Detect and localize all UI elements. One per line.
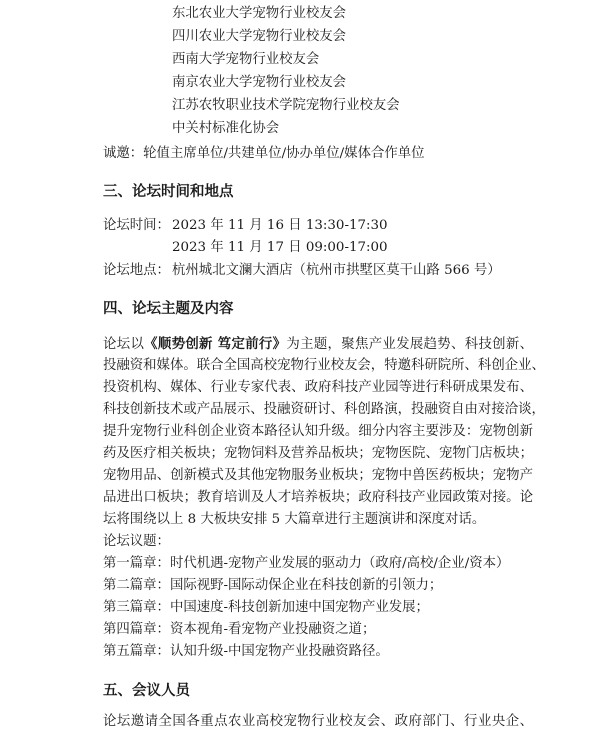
time-1: 2023 年 11 月 16 日 13:30-17:30 (172, 218, 388, 233)
paragraph-line: 药及医疗相关板块；宠物饲料及营养品板块；宠物医院、宠物门店板块； (103, 446, 533, 461)
paragraph-line: 坛将围绕以上 8 大板块安排 5 大篇章进行主题演讲和深度对话。 (103, 512, 486, 527)
place-value: 杭州城北文澜大酒店（杭州市拱墅区莫干山路 566 号） (172, 263, 501, 278)
organizer-item: 东北农业大学宠物行业校友会 (172, 6, 347, 21)
organizer-item: 中关村标准化协会 (172, 121, 280, 136)
organizer-item: 南京农业大学宠物行业校友会 (172, 75, 347, 90)
agenda-item: 第五篇章：认知升级-中国宠物产业投融资路径。 (103, 644, 389, 659)
invite-line: 诚邀：轮值主席单位/共建单位/协办单位/媒体合作单位 (103, 146, 425, 161)
agenda-label: 论坛议题： (103, 534, 170, 549)
agenda-item: 第二篇章：国际视野-国际动保企业在科技创新的引领力； (103, 578, 443, 593)
paragraph-line: 投融资和媒体。联合全国高校宠物行业校友会，特邀科研院所、科创企业、 (103, 358, 545, 373)
organizer-item: 四川农业大学宠物行业校友会 (172, 29, 347, 44)
p-suffix: 为主题，聚焦产业发展趋势、科技创新、 (286, 337, 534, 352)
section-5-title: 五、会议人员 (103, 683, 190, 699)
paragraph-line: 科技创新技术或产品展示、投融资研讨、科创路演，投融资自由对接洽谈， (103, 402, 545, 417)
section-4-title: 四、论坛主题及内容 (103, 301, 234, 317)
paragraph-line: 宠物用品、创新模式及其他宠物服务业板块；宠物中兽医药板块；宠物产 (103, 468, 533, 483)
section-3-title: 三、论坛时间和地点 (103, 184, 234, 200)
agenda-item: 第三篇章：中国速度-科技创新加速中国宠物产业发展； (103, 600, 429, 615)
organizer-item: 江苏农牧职业技术学院宠物行业校友会 (172, 98, 400, 113)
paragraph-line: 品进出口板块；教育培训及人才培养板块；政府科技产业园政策对接。论 (103, 490, 533, 505)
time-2: 2023 年 11 月 17 日 09:00-17:00 (172, 240, 388, 255)
paragraph-line: 投资机构、媒体、行业专家代表、政府科技产业园等进行科研成果发布、 (103, 380, 533, 395)
agenda-item: 第一篇章：时代机遇-宠物产业发展的驱动力（政府/高校/企业/资本） (103, 556, 510, 571)
forum-theme: 《顺势创新 笃定前行》 (144, 336, 287, 352)
agenda-item: 第四篇章：资本视角-看宠物产业投融资之道； (103, 622, 376, 637)
place-label: 论坛地点： (103, 263, 170, 278)
time-label: 论坛时间： (103, 218, 170, 233)
paragraph-line: 论坛邀请全国各重点农业高校宠物行业校友会、政府部门、行业央企、 (103, 714, 533, 729)
organizer-item: 西南大学宠物行业校友会 (172, 52, 320, 67)
paragraph-line: 提升宠物行业科创企业资本路径认知升级。细分内容主要涉及：宠物创新 (103, 424, 533, 439)
p-prefix: 论坛以 (103, 337, 145, 352)
paragraph-line (103, 334, 533, 355)
